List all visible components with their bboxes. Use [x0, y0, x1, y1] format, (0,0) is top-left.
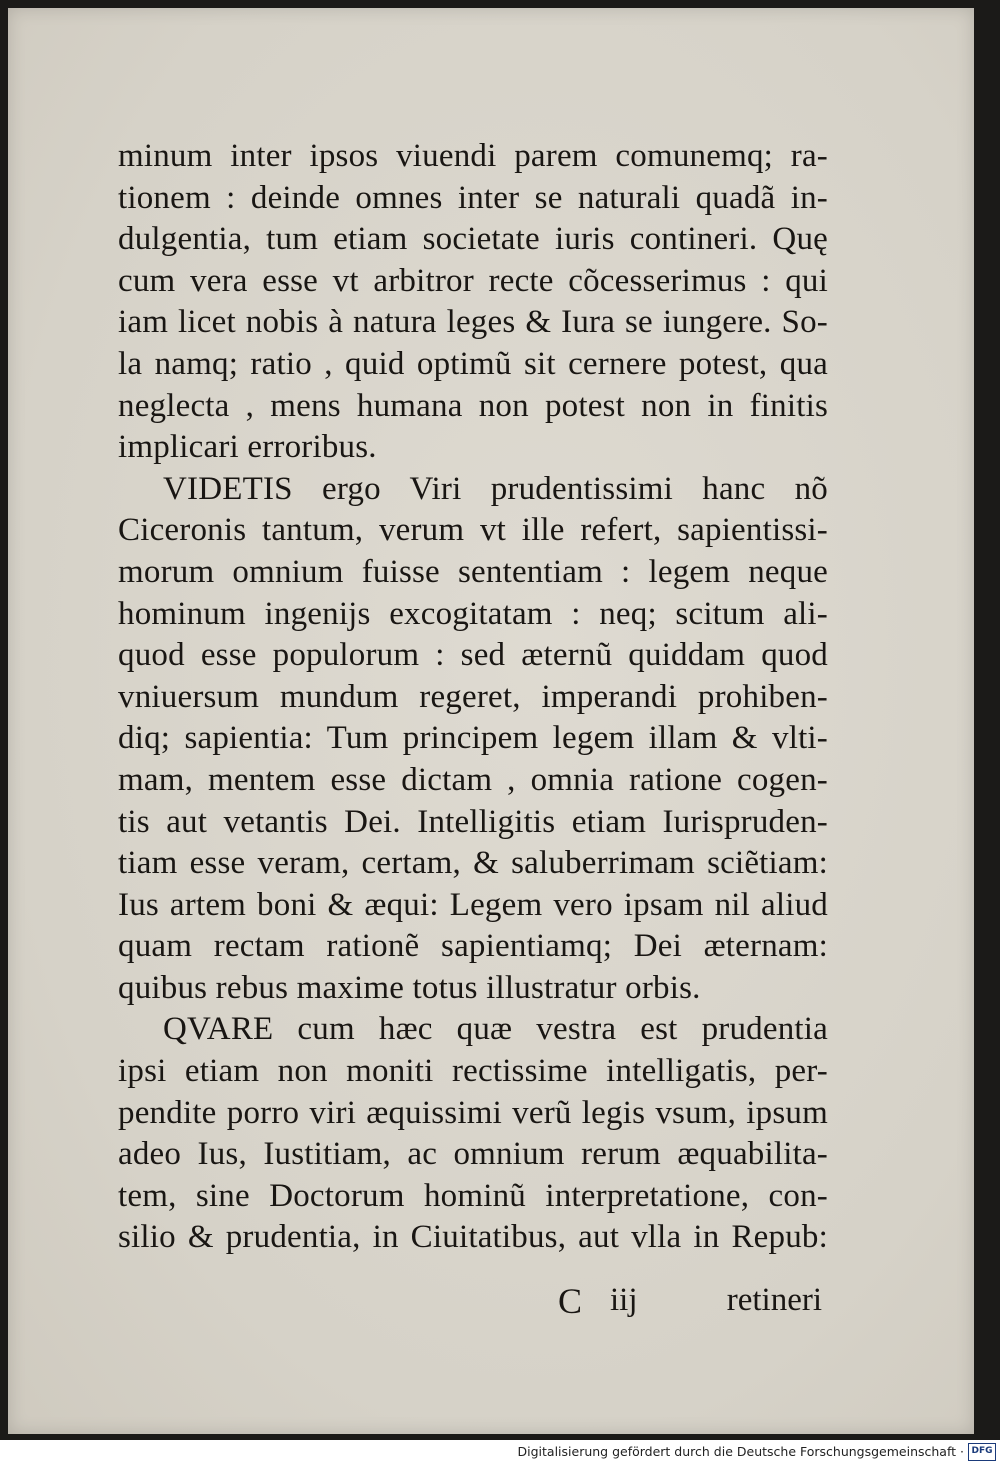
text-line: dulgentia, tum etiam societate iuris contineri. Quę: [118, 221, 828, 258]
text-line: diq; sapientia: Tum principem legem illam & vlti-: [118, 720, 828, 757]
text-line: cum vera esse vt arbitror recte cõcesserimus : qui: [118, 262, 828, 299]
text-line: quod esse populorum : sed æternũ quiddam quod: [118, 637, 828, 674]
footer-bar: [0, 1440, 1000, 1466]
signature-number: iij: [610, 1282, 638, 1318]
text-line: mam, mentem esse dictam , omnia ratione cogen-: [118, 761, 828, 798]
text-line: la namq; ratio , quid optimũ sit cernere potest, qua: [118, 345, 828, 382]
text-line: minum inter ipsos viuendi parem comunemq; ra-: [118, 138, 828, 174]
text-line: Ius artem boni & æqui: Legem vero ipsam nil aliud: [118, 886, 828, 923]
text-line: tis aut vetantis Dei. Intelligitis etiam Iurispruden-: [118, 803, 828, 840]
page-text: [118, 136, 828, 1259]
text-line: quibus rebus maxime totus illustratur orbis.: [118, 969, 701, 1006]
text-line: tem, sine Doctorum hominũ interpretatione, con-: [118, 1177, 828, 1214]
catchword: retineri: [726, 1282, 822, 1318]
text-line: adeo Ius, Iustitiam, ac omnium rerum æquabilita-: [118, 1136, 828, 1173]
text-line: Ciceronis tantum, verum vt ille refert, sapientissi-: [118, 512, 828, 549]
signature-row: [118, 1280, 828, 1324]
funding-credit: Digitalisierung gefördert durch die Deutsche Forschungsgemeinschaft ·: [517, 1444, 964, 1459]
text-line: morum omnium fuisse sententiam : legem neque: [118, 553, 828, 590]
text-line: hominum ingenijs excogitatam : neq; scitum ali-: [118, 595, 828, 632]
dfg-logo-icon: DFG: [968, 1443, 996, 1461]
text-line: silio & prudentia, in Ciuitatibus, aut vlla in Repub:: [118, 1219, 828, 1256]
text-line: quam rectam rationẽ sapientiamq; Dei æternam:: [118, 928, 828, 965]
text-line: tiam esse veram, certam, & saluberrimam sciẽtiam:: [118, 845, 828, 882]
text-line: neglecta , mens humana non potest non in finitis: [118, 387, 828, 424]
text-line: vniuersum mundum regeret, imperandi prohiben-: [118, 678, 828, 715]
book-page: [8, 8, 974, 1434]
text-line: implicari erroribus.: [118, 429, 377, 466]
paragraph-start-quare: QVARE cum hæc quæ vestra est prudentia: [163, 1011, 828, 1048]
text-line: pendite porro viri æquissimi verũ legis vsum, ipsum: [118, 1094, 828, 1131]
text-line: tionem : deinde omnes inter se naturali quadã in-: [118, 179, 828, 216]
text-line: ipsi etiam non moniti rectissime intelligatis, per-: [118, 1053, 828, 1090]
text-line: iam licet nobis à natura leges & Iura se iungere. So-: [118, 304, 828, 341]
signature-mark: C: [558, 1281, 583, 1321]
paragraph-start-videtis: VIDETIS ergo Viri prudentissimi hanc nõ: [163, 470, 828, 507]
